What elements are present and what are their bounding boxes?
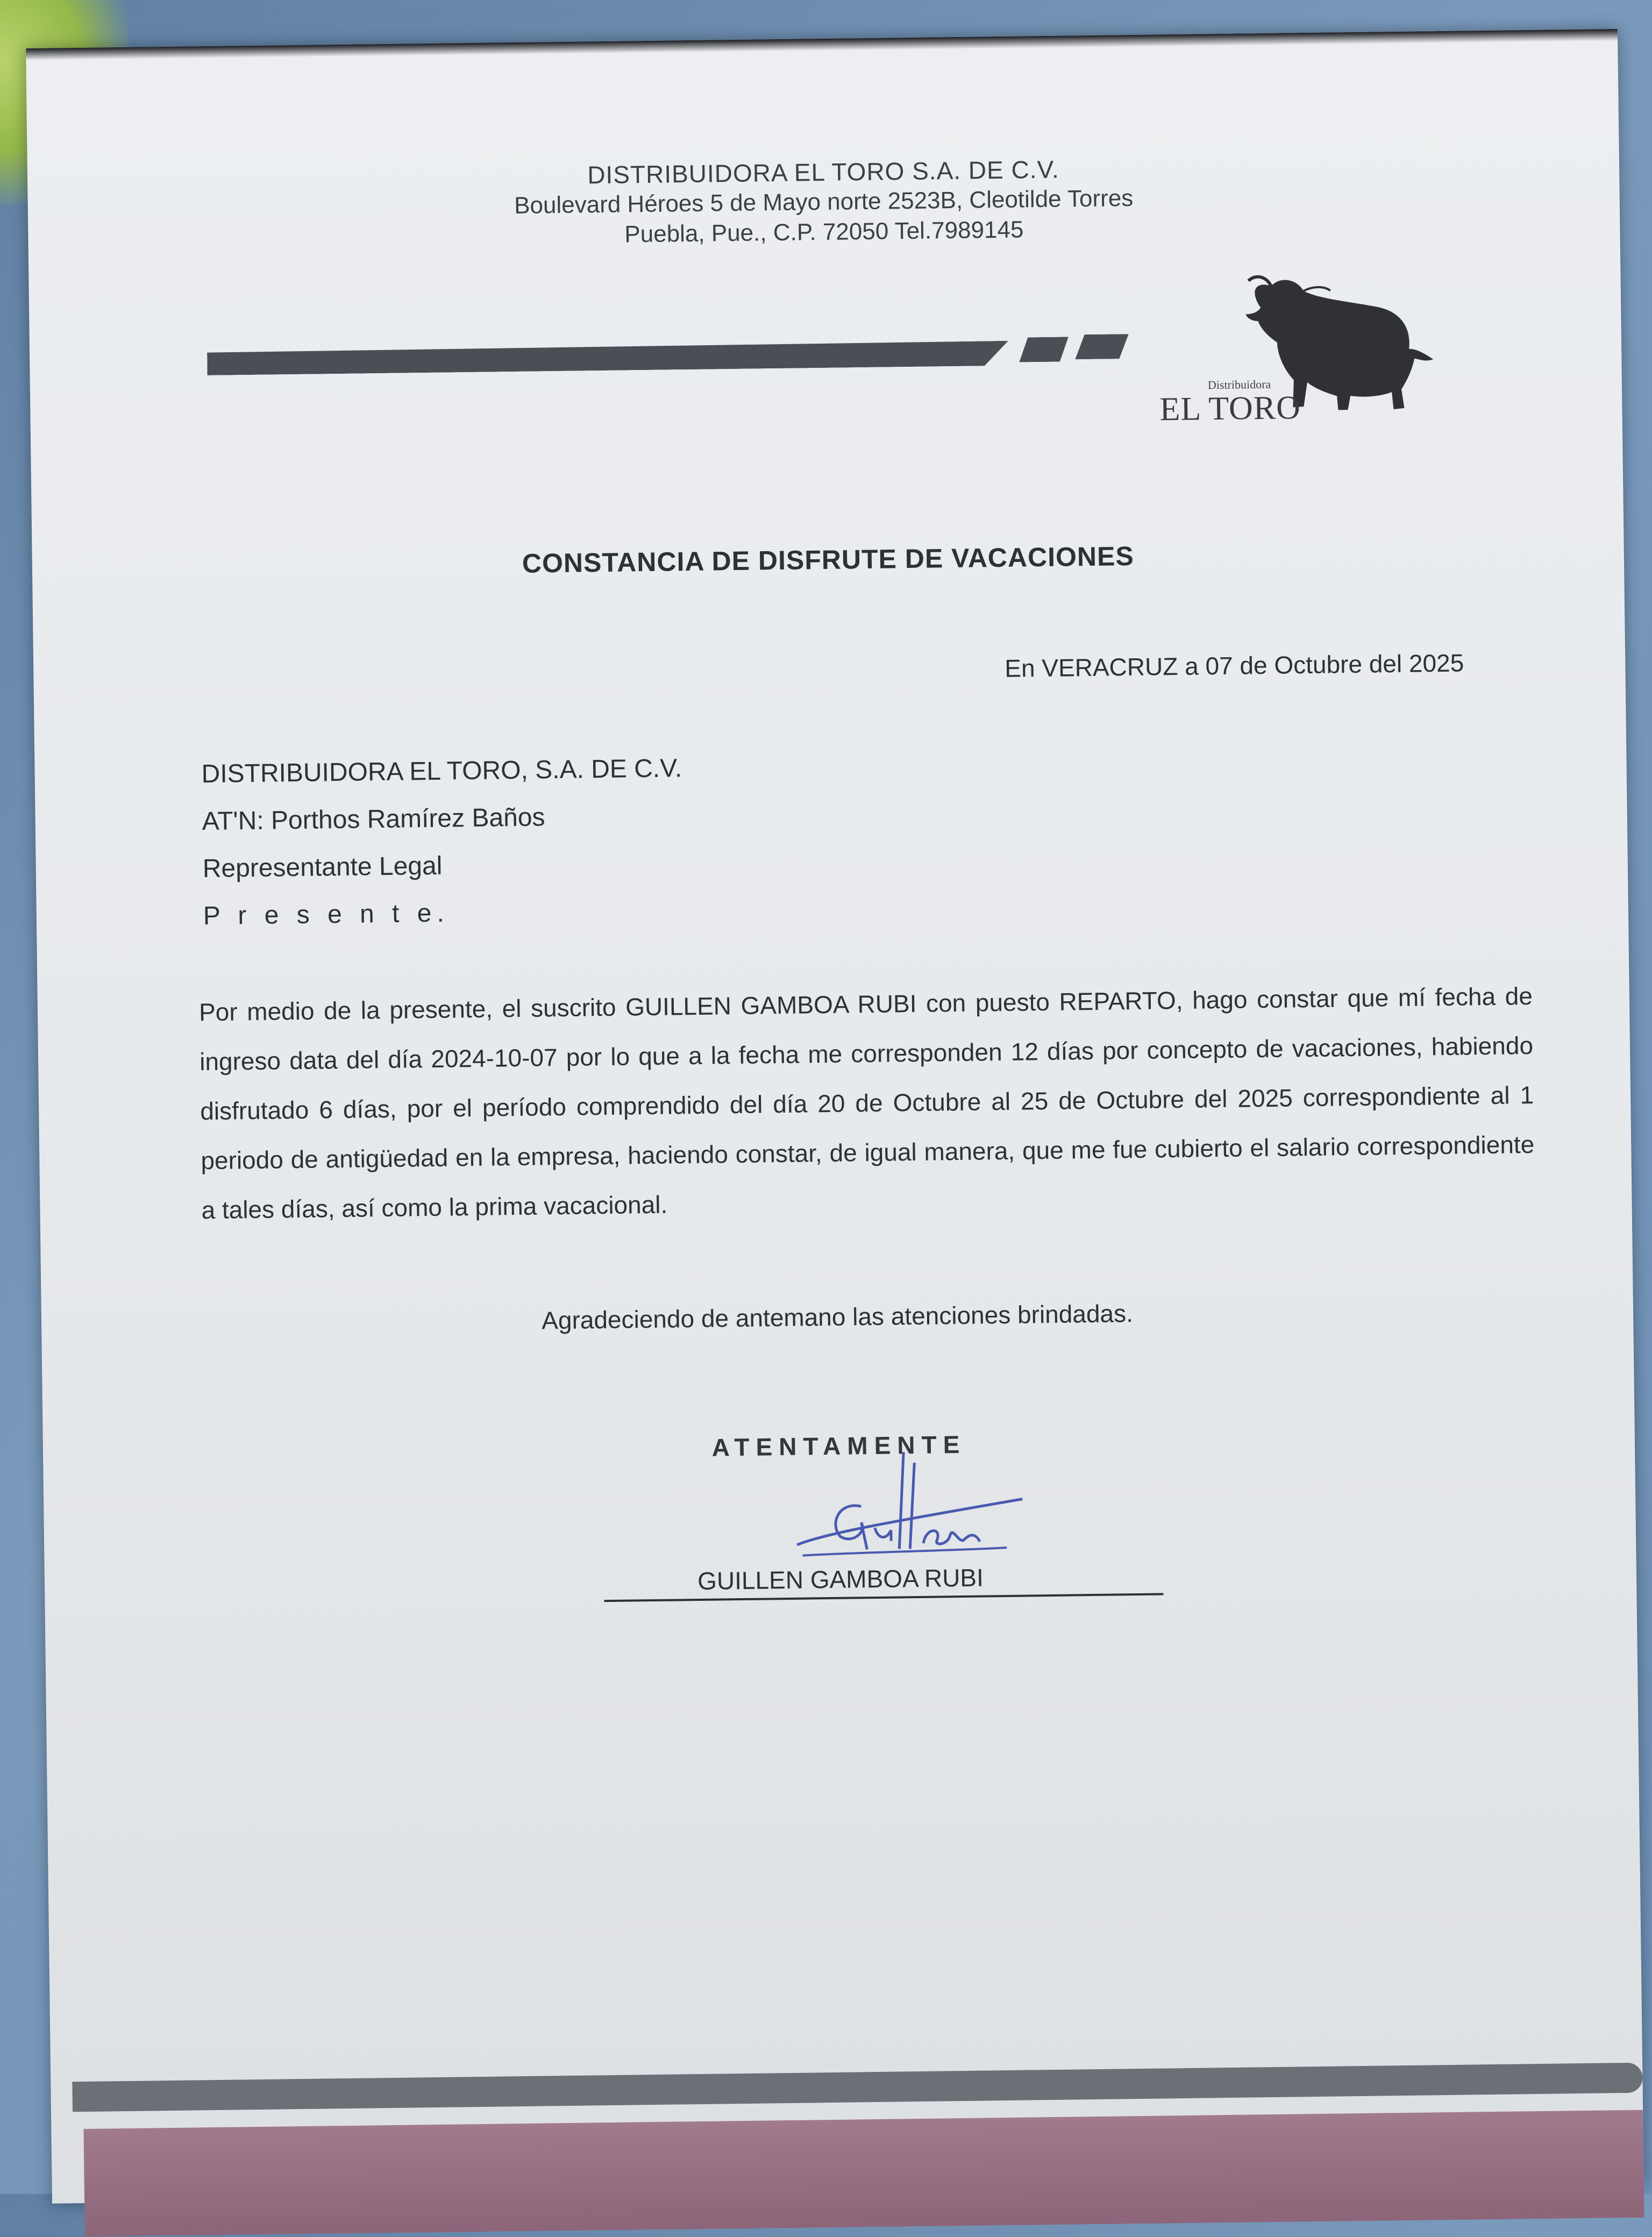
handwritten-signature [780, 1440, 1029, 1567]
letterhead-bar [207, 341, 1008, 375]
logo-brand-text: EL TORO [1159, 389, 1301, 428]
place-date: En VERACRUZ a 07 de Octubre del 2025 [1004, 649, 1464, 682]
letterhead [27, 147, 1620, 257]
addressee-company: DISTRIBUIDORA EL TORO, S.A. DE C.V. [201, 754, 682, 789]
letterhead-dash [1019, 337, 1069, 362]
letterhead-dash [1075, 334, 1129, 359]
signer-name: GUILLEN GAMBOA RUBI [697, 1563, 984, 1595]
footer-band [83, 2110, 1644, 2236]
page-edge-shadow [26, 29, 1618, 60]
logo-small-text: Distribuidora [1207, 377, 1271, 392]
addressee-role: Representante Legal [202, 851, 443, 884]
addressee-attn: AT'N: Porthos Ramírez Baños [202, 803, 545, 836]
letterhead-city: Puebla, Pue., C.P. 72050 Tel.7989145 [624, 216, 1024, 248]
company-logo [1147, 268, 1450, 449]
body-paragraph: Por medio de la presente, el suscrito GUILLEN GAMBOA RUBI con puesto REPARTO, hago constar que mí fecha de ingreso data del día 2024-10-07 por lo que a la fecha me corresponden 12 días por concepto de vacaciones, habiendo disfrutado 6 días, por el período comprendido del día 20 de Octubre al 25 de Octubre del 2025 correspondiente al 1 periodo de antigüedad en la empresa, haciendo constar, de igual manera, que me fue cubierto el salario correspondiente a tales días, así como la prima vacacional. [198, 981, 1535, 1224]
closing-line: Agradeciendo de antemano las atenciones brindadas. [541, 1299, 1134, 1335]
document-page [26, 29, 1644, 2204]
document-title: CONSTANCIA DE DISFRUTE DE VACACIONES [522, 540, 1135, 579]
footer-bar [72, 2063, 1642, 2112]
sign-off: ATENTAMENTE [711, 1430, 966, 1462]
letterhead-company: DISTRIBUIDORA EL TORO S.A. DE C.V. [587, 155, 1060, 189]
addressee-greeting: P r e s e n t e. [203, 899, 450, 931]
addressee-block [201, 745, 684, 940]
letterhead-address: Boulevard Héroes 5 de Mayo norte 2523B, Cleotilde Torres [514, 184, 1134, 219]
